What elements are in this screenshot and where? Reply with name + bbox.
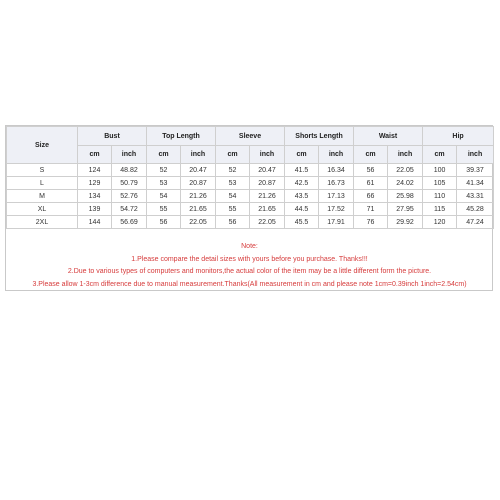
- size-label-cell: 2XL: [7, 216, 78, 229]
- measurement-cell: 50.79: [112, 177, 147, 190]
- measurement-cell: 54: [216, 190, 250, 203]
- measurement-cell: 43.5: [285, 190, 319, 203]
- measurement-cell: 24.02: [388, 177, 423, 190]
- unit-header-cm: cm: [354, 146, 388, 164]
- measurement-cell: 52: [147, 164, 181, 177]
- size-label-cell: M: [7, 190, 78, 203]
- hip-header: Hip: [423, 127, 494, 146]
- measurement-cell: 54.72: [112, 203, 147, 216]
- measurement-cell: 54: [147, 190, 181, 203]
- measurement-cell: 53: [147, 177, 181, 190]
- measurement-cell: 129: [78, 177, 112, 190]
- note-heading: Note:: [241, 243, 258, 250]
- size-table: [6, 126, 494, 229]
- measurement-cell: 144: [78, 216, 112, 229]
- measurement-cell: 56: [147, 216, 181, 229]
- measurement-cell: 20.87: [250, 177, 285, 190]
- note-line-2: 2.Due to various types of computers and monitors,the actual color of the item may be a little different form the picture.: [67, 268, 432, 275]
- measurement-cell: 17.52: [319, 203, 354, 216]
- measurement-cell: 66: [354, 190, 388, 203]
- table-row: [7, 164, 494, 177]
- size-label-cell: XL: [7, 203, 78, 216]
- shorts-length-header: Shorts Length: [285, 127, 354, 146]
- measurement-cell: 45.28: [457, 203, 494, 216]
- measurement-cell: 25.98: [388, 190, 423, 203]
- unit-header-inch: inch: [250, 146, 285, 164]
- unit-header-cm: cm: [423, 146, 457, 164]
- size-chart: [5, 125, 493, 291]
- measurement-cell: 21.65: [250, 203, 285, 216]
- measurement-cell: 20.87: [181, 177, 216, 190]
- measurement-cell: 44.5: [285, 203, 319, 216]
- size-column-header: Size: [7, 127, 78, 164]
- measurement-cell: 41.34: [457, 177, 494, 190]
- unit-header-inch: inch: [457, 146, 494, 164]
- measurement-cell: 76: [354, 216, 388, 229]
- measurement-cell: 100: [423, 164, 457, 177]
- measurement-cell: 48.82: [112, 164, 147, 177]
- measurement-cell: 56: [354, 164, 388, 177]
- measurement-cell: 124: [78, 164, 112, 177]
- measurement-cell: 21.26: [250, 190, 285, 203]
- measurement-cell: 43.31: [457, 190, 494, 203]
- note-line-1: 1.Please compare the detail sizes with yours before you purchase. Thanks!!!: [131, 255, 368, 263]
- measurement-cell: 139: [78, 203, 112, 216]
- note-line-3: 3.Please allow 1-3cm difference due to manual measurement.Thanks(All measurement in cm and please note 1cm=0.39inch 1inch=2.54cm): [32, 280, 467, 288]
- measurement-cell: 56.69: [112, 216, 147, 229]
- measurement-cell: 134: [78, 190, 112, 203]
- table-header-row-groups: [7, 127, 494, 146]
- measurement-cell: 105: [423, 177, 457, 190]
- measurement-cell: 17.91: [319, 216, 354, 229]
- notes: [6, 241, 493, 291]
- measurement-cell: 22.05: [250, 216, 285, 229]
- unit-header-cm: cm: [147, 146, 181, 164]
- measurement-cell: 39.37: [457, 164, 494, 177]
- measurement-cell: 20.47: [181, 164, 216, 177]
- unit-header-inch: inch: [112, 146, 147, 164]
- size-label-cell: L: [7, 177, 78, 190]
- unit-header-inch: inch: [181, 146, 216, 164]
- measurement-cell: 22.05: [388, 164, 423, 177]
- bust-header: Bust: [78, 127, 147, 146]
- table-row: [7, 177, 494, 190]
- table-row: [7, 203, 494, 216]
- measurement-cell: 55: [147, 203, 181, 216]
- measurement-cell: 42.5: [285, 177, 319, 190]
- measurement-cell: 115: [423, 203, 457, 216]
- unit-header-cm: cm: [78, 146, 112, 164]
- measurement-cell: 41.5: [285, 164, 319, 177]
- sleeve-header: Sleeve: [216, 127, 285, 146]
- measurement-cell: 20.47: [250, 164, 285, 177]
- unit-header-inch: inch: [388, 146, 423, 164]
- measurement-cell: 52: [216, 164, 250, 177]
- measurement-cell: 120: [423, 216, 457, 229]
- measurement-cell: 45.5: [285, 216, 319, 229]
- measurement-cell: 53: [216, 177, 250, 190]
- measurement-cell: 71: [354, 203, 388, 216]
- measurement-cell: 27.95: [388, 203, 423, 216]
- measurement-cell: 61: [354, 177, 388, 190]
- measurement-cell: 29.92: [388, 216, 423, 229]
- measurement-cell: 55: [216, 203, 250, 216]
- top-length-header: Top Length: [147, 127, 216, 146]
- waist-header: Waist: [354, 127, 423, 146]
- measurement-cell: 16.34: [319, 164, 354, 177]
- measurement-cell: 22.05: [181, 216, 216, 229]
- table-row: [7, 216, 494, 229]
- unit-header-inch: inch: [319, 146, 354, 164]
- measurement-cell: 47.24: [457, 216, 494, 229]
- unit-header-cm: cm: [216, 146, 250, 164]
- measurement-cell: 52.76: [112, 190, 147, 203]
- size-label-cell: S: [7, 164, 78, 177]
- measurement-cell: 21.26: [181, 190, 216, 203]
- size-table-body: [7, 164, 494, 229]
- unit-header-cm: cm: [285, 146, 319, 164]
- measurement-cell: 21.65: [181, 203, 216, 216]
- measurement-cell: 16.73: [319, 177, 354, 190]
- table-header-row-units: [7, 146, 494, 164]
- measurement-cell: 110: [423, 190, 457, 203]
- measurement-cell: 17.13: [319, 190, 354, 203]
- measurement-cell: 56: [216, 216, 250, 229]
- table-row: [7, 190, 494, 203]
